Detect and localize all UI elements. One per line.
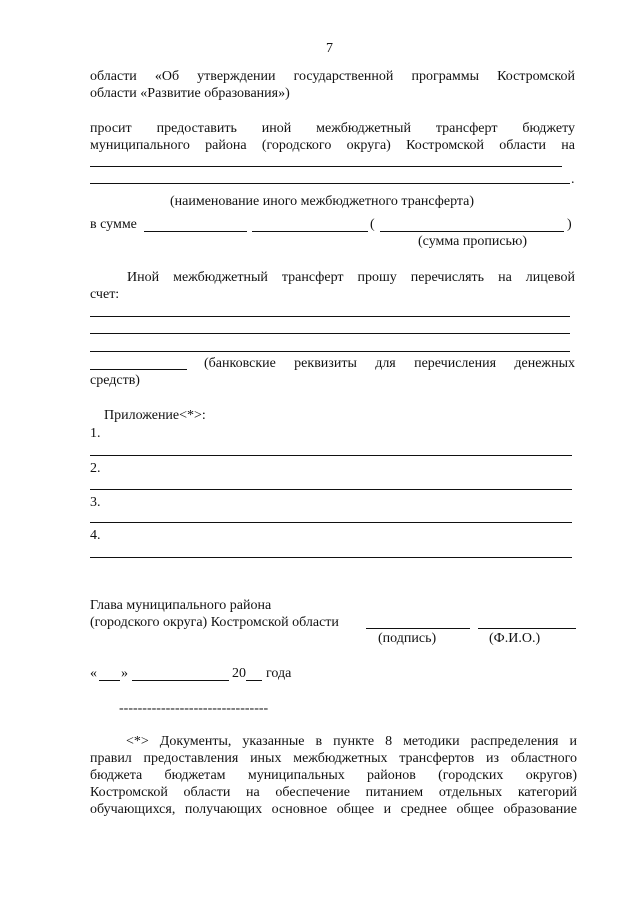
transfer-name-blank-2 [90, 183, 570, 184]
amount-label: в сумме [90, 217, 137, 232]
attachment-blank-2 [90, 489, 572, 490]
signature-blank [366, 628, 470, 629]
attachment-label: Приложение<*>: [104, 408, 206, 423]
attachment-blank-1 [90, 455, 572, 456]
account-line-2: счет: [90, 287, 120, 302]
account-line-1: Иной межбюджетный трансферт прошу перечислять на лицевой [127, 270, 575, 285]
signature-line-1: Глава муниципального района [90, 598, 272, 613]
name-caption: (Ф.И.О.) [489, 631, 541, 646]
footnote-line-2: правил предоставления иных межбюджетных трансфертов из областного [90, 751, 577, 766]
request-line-2: муниципального района (городского округа) Костромской области на [90, 138, 575, 153]
signature-line-2: (городского округа) Костромской области [90, 615, 339, 630]
request-period: . [571, 172, 575, 187]
account-blank-4 [90, 369, 187, 370]
date-quote-close: » [121, 666, 128, 681]
account-blank-2 [90, 333, 570, 334]
attachment-blank-4 [90, 557, 572, 558]
date-year-blank [246, 680, 262, 681]
date-year-prefix: 20 [232, 666, 246, 681]
date-year-suffix: года [266, 666, 292, 681]
account-caption-line-2: средств) [90, 373, 140, 388]
footnote-line-1: <*> Документы, указанные в пункте 8 методики распределения и [126, 734, 577, 749]
account-blank-3 [90, 351, 570, 352]
date-quote-open: « [90, 666, 97, 681]
request-line-1: просит предоставить иной межбюджетный трансферт бюджету [90, 121, 575, 136]
amount-words-blank [380, 231, 564, 232]
signature-caption: (подпись) [378, 631, 437, 646]
attachment-item-3: 3. [90, 495, 101, 510]
footnote-separator: -------------------------------- [119, 701, 269, 716]
transfer-name-blank-1 [90, 166, 562, 167]
account-caption-line-1: (банковские реквизиты для перечисления денежных [204, 356, 575, 371]
footnote-line-4: Костромской области на обеспечение питанием отдельных категорий [90, 785, 577, 800]
date-day-blank [99, 680, 120, 681]
account-blank-1 [90, 316, 570, 317]
intro-line-2: области «Развитие образования») [90, 86, 290, 101]
amount-open-paren: ( [370, 217, 375, 232]
intro-line-1: области «Об утверждении государственной программы Костромской [90, 69, 575, 84]
date-month-blank [132, 680, 229, 681]
footnote-line-5: обучающихся, получающих основное общее и среднее общее образование [90, 802, 577, 817]
footnote-line-3: бюджета бюджетам муниципальных районов (городских округов) [90, 768, 577, 783]
transfer-name-caption: (наименование иного межбюджетного трансферта) [170, 194, 475, 209]
amount-figure-blank-1 [144, 231, 247, 232]
page-number: 7 [326, 41, 333, 56]
attachment-blank-3 [90, 522, 572, 523]
attachment-item-1: 1. [90, 426, 101, 441]
attachment-item-4: 4. [90, 528, 101, 543]
attachment-item-2: 2. [90, 461, 101, 476]
amount-close-paren: ) [567, 217, 572, 232]
amount-figure-blank-2 [252, 231, 368, 232]
amount-caption: (сумма прописью) [418, 234, 528, 249]
name-blank [478, 628, 576, 629]
